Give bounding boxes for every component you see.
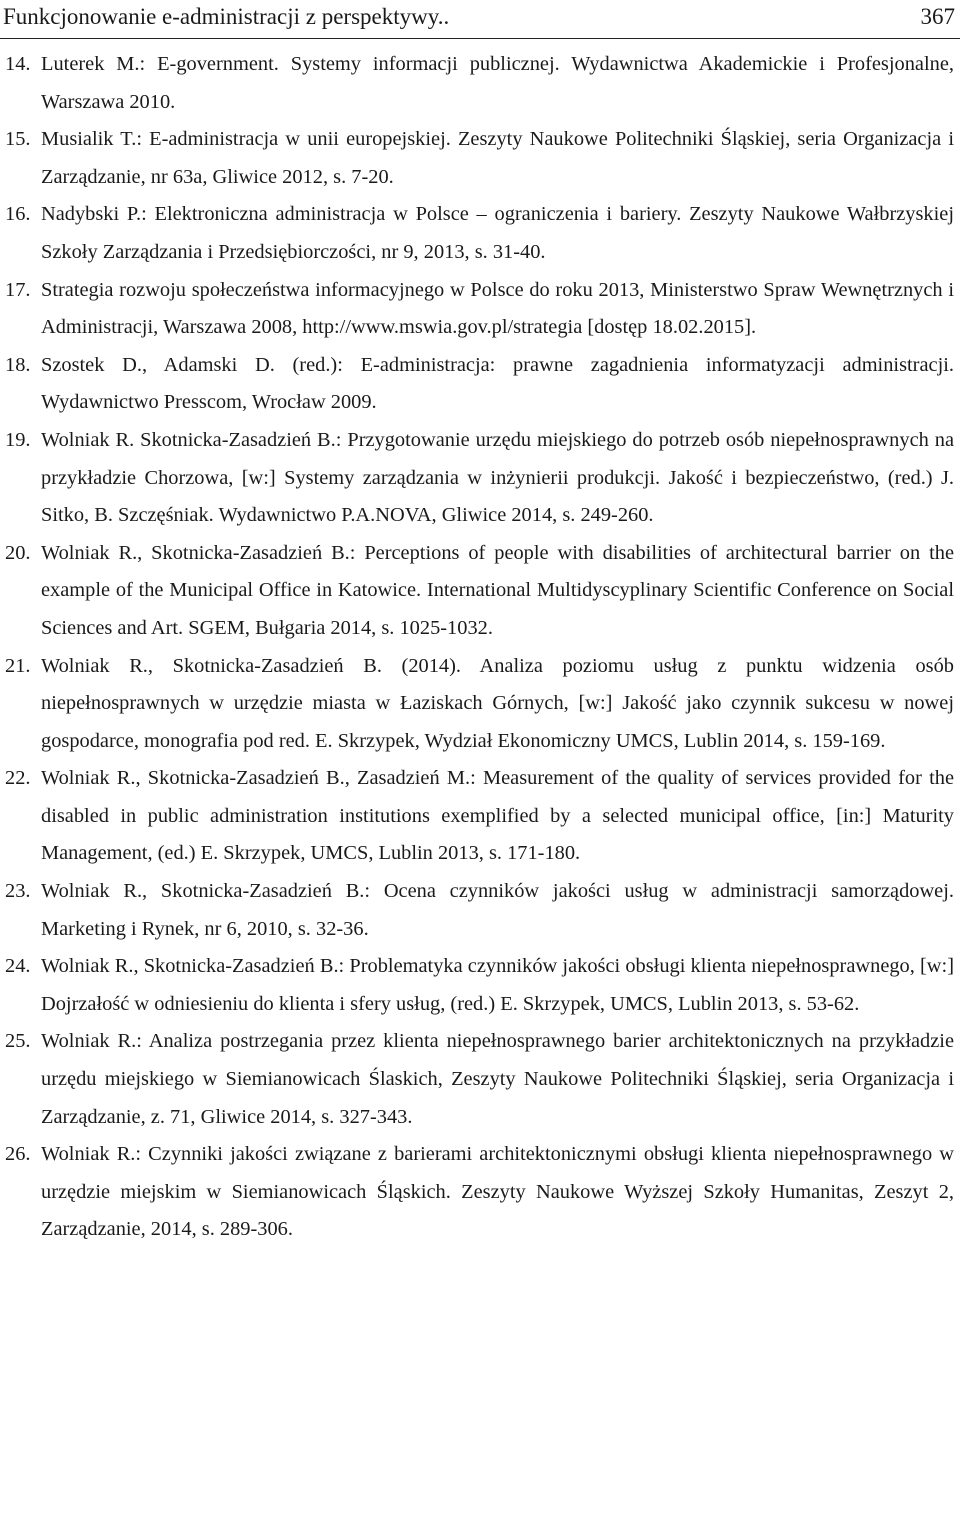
- entry-number: 22.: [5, 767, 31, 790]
- entry-text: Nadybski P.: Elektroniczna administracja w Polsce – ograniczenia i bariery. Zeszyty Naukowe Wałbrzyskiej Szkoły Zarządzania i Przedsiębiorczości, nr 9, 2013, s. 31-40.: [41, 203, 954, 263]
- bibliography-entry: [0, 648, 960, 761]
- bibliography-entry: [0, 948, 960, 1023]
- entry-text: Wolniak R., Skotnicka-Zasadzień B. (2014). Analiza poziomu usług z punktu widzenia osób niepełnosprawnych w urzędzie miasta w Łaziskach Górnych, [w:] Jakość jako czynnik sukcesu w nowej gospodarce, monografia pod red. E. Skrzypek, Wydział Ekonomiczny UMCS, Lublin 2014, s. 159-169.: [41, 654, 954, 752]
- header-title: Funkcjonowanie e-administracji z perspektywy..: [3, 4, 450, 29]
- bibliography-entry: [0, 873, 960, 948]
- entry-number: 17.: [5, 278, 31, 301]
- entry-text: Wolniak R., Skotnicka-Zasadzień B., Zasadzień M.: Measurement of the quality of services provided for the disabled in public administration institutions exemplified by a selected municipal office, [in:] Maturity Management, (ed.) E. Skrzypek, UMCS, Lublin 2013, s. 171-180.: [41, 767, 954, 865]
- entry-text: Wolniak R., Skotnicka-Zasadzień B.: Perceptions of people with disabilities of architectural barrier on the example of the Municipal Office in Katowice. International Multidyscyplinary Scientific Conference on Social Sciences and Art. SGEM, Bułgaria 2014, s. 1025-1032.: [41, 541, 954, 639]
- page-number: 367: [920, 4, 955, 29]
- entry-number: 15.: [5, 128, 31, 151]
- entry-number: 21.: [5, 654, 31, 677]
- entry-number: 25.: [5, 1030, 31, 1053]
- bibliography-entry: [0, 535, 960, 648]
- bibliography-entry: [0, 760, 960, 873]
- entry-text: Wolniak R., Skotnicka-Zasadzień B.: Ocena czynników jakości usług w administracji samorządowej. Marketing i Rynek, nr 6, 2010, s. 32-36.: [41, 880, 954, 940]
- bibliography-entry: [0, 422, 960, 535]
- bibliography-entry: [0, 347, 960, 422]
- entry-number: 26.: [5, 1143, 31, 1166]
- entry-text: Strategia rozwoju społeczeństwa informacyjnego w Polsce do roku 2013, Ministerstwo Spraw Wewnętrznych i Administracji, Warszawa 2008, http://www.mswia.gov.pl/strategia [dostęp 18.02.2015].: [41, 278, 954, 339]
- bibliography-entry: [0, 1023, 960, 1136]
- entry-number: 14.: [5, 53, 31, 75]
- entry-text: Wolniak R., Skotnicka-Zasadzień B.: Problematyka czynników jakości obsługi klienta niepełnosprawnego, [w:] Dojrzałość w odniesieniu do klienta i sfery usług, (red.) E. Skrzypek, UMCS, Lublin 2013, s. 53-62.: [41, 955, 954, 1015]
- entry-text: Wolniak R. Skotnicka-Zasadzień B.: Przygotowanie urzędu miejskiego do potrzeb osób niepełnosprawnych na przykładzie Chorzowa, [w:] Systemy zarządzania w inżynierii produkcji. Jakość i bezpieczeństwo, (red.) J. Sitko, B. Szczęśniak. Wydawnictwo P.A.NOVA, Gliwice 2014, s. 249-260.: [41, 428, 954, 527]
- entry-text: Szostek D., Adamski D. (red.): E-administracja: prawne zagadnienia informatyzacji administracji. Wydawnictwo Presscom, Wrocław 2009.: [41, 353, 954, 414]
- bibliography-entry: [0, 1136, 960, 1249]
- bibliography-entry: [0, 272, 960, 347]
- entry-number: 24.: [5, 955, 31, 978]
- bibliography-list: [0, 46, 960, 1249]
- entry-number: 23.: [5, 880, 31, 903]
- entry-text: Musialik T.: E-administracja w unii europejskiej. Zeszyty Naukowe Politechniki Śląskiej, seria Organizacja i Zarządzanie, nr 63a, Gliwice 2012, s. 7-20.: [41, 128, 954, 188]
- bibliography-entry: [0, 121, 960, 196]
- entry-text: Luterek M.: E-government. Systemy informacji publicznej. Wydawnictwa Akademickie i Profesjonalne, Warszawa 2010.: [41, 53, 954, 113]
- entry-number: 18.: [5, 353, 31, 376]
- entry-number: 20.: [5, 541, 31, 564]
- bibliography-entry: [0, 196, 960, 271]
- entry-text: Wolniak R.: Czynniki jakości związane z barierami architektonicznymi obsługi klienta niepełnosprawnego w urzędzie miejskim w Siemianowicach Śląskich. Zeszyty Naukowe Wyższej Szkoły Humanitas, Zeszyt 2, Zarządzanie, 2014, s. 289-306.: [41, 1143, 954, 1241]
- entry-text: Wolniak R.: Analiza postrzegania przez klienta niepełnosprawnego barier architektonicznych na przykładzie urzędu miejskiego w Siemianowicach Ślaskich, Zeszyty Naukowe Politechniki Śląskiej, seria Organizacja i Zarządzanie, z. 71, Gliwice 2014, s. 327-343.: [41, 1030, 954, 1128]
- bibliography-entry: [0, 46, 960, 121]
- running-header: [0, 0, 960, 39]
- entry-number: 16.: [5, 203, 31, 226]
- entry-number: 19.: [5, 428, 31, 451]
